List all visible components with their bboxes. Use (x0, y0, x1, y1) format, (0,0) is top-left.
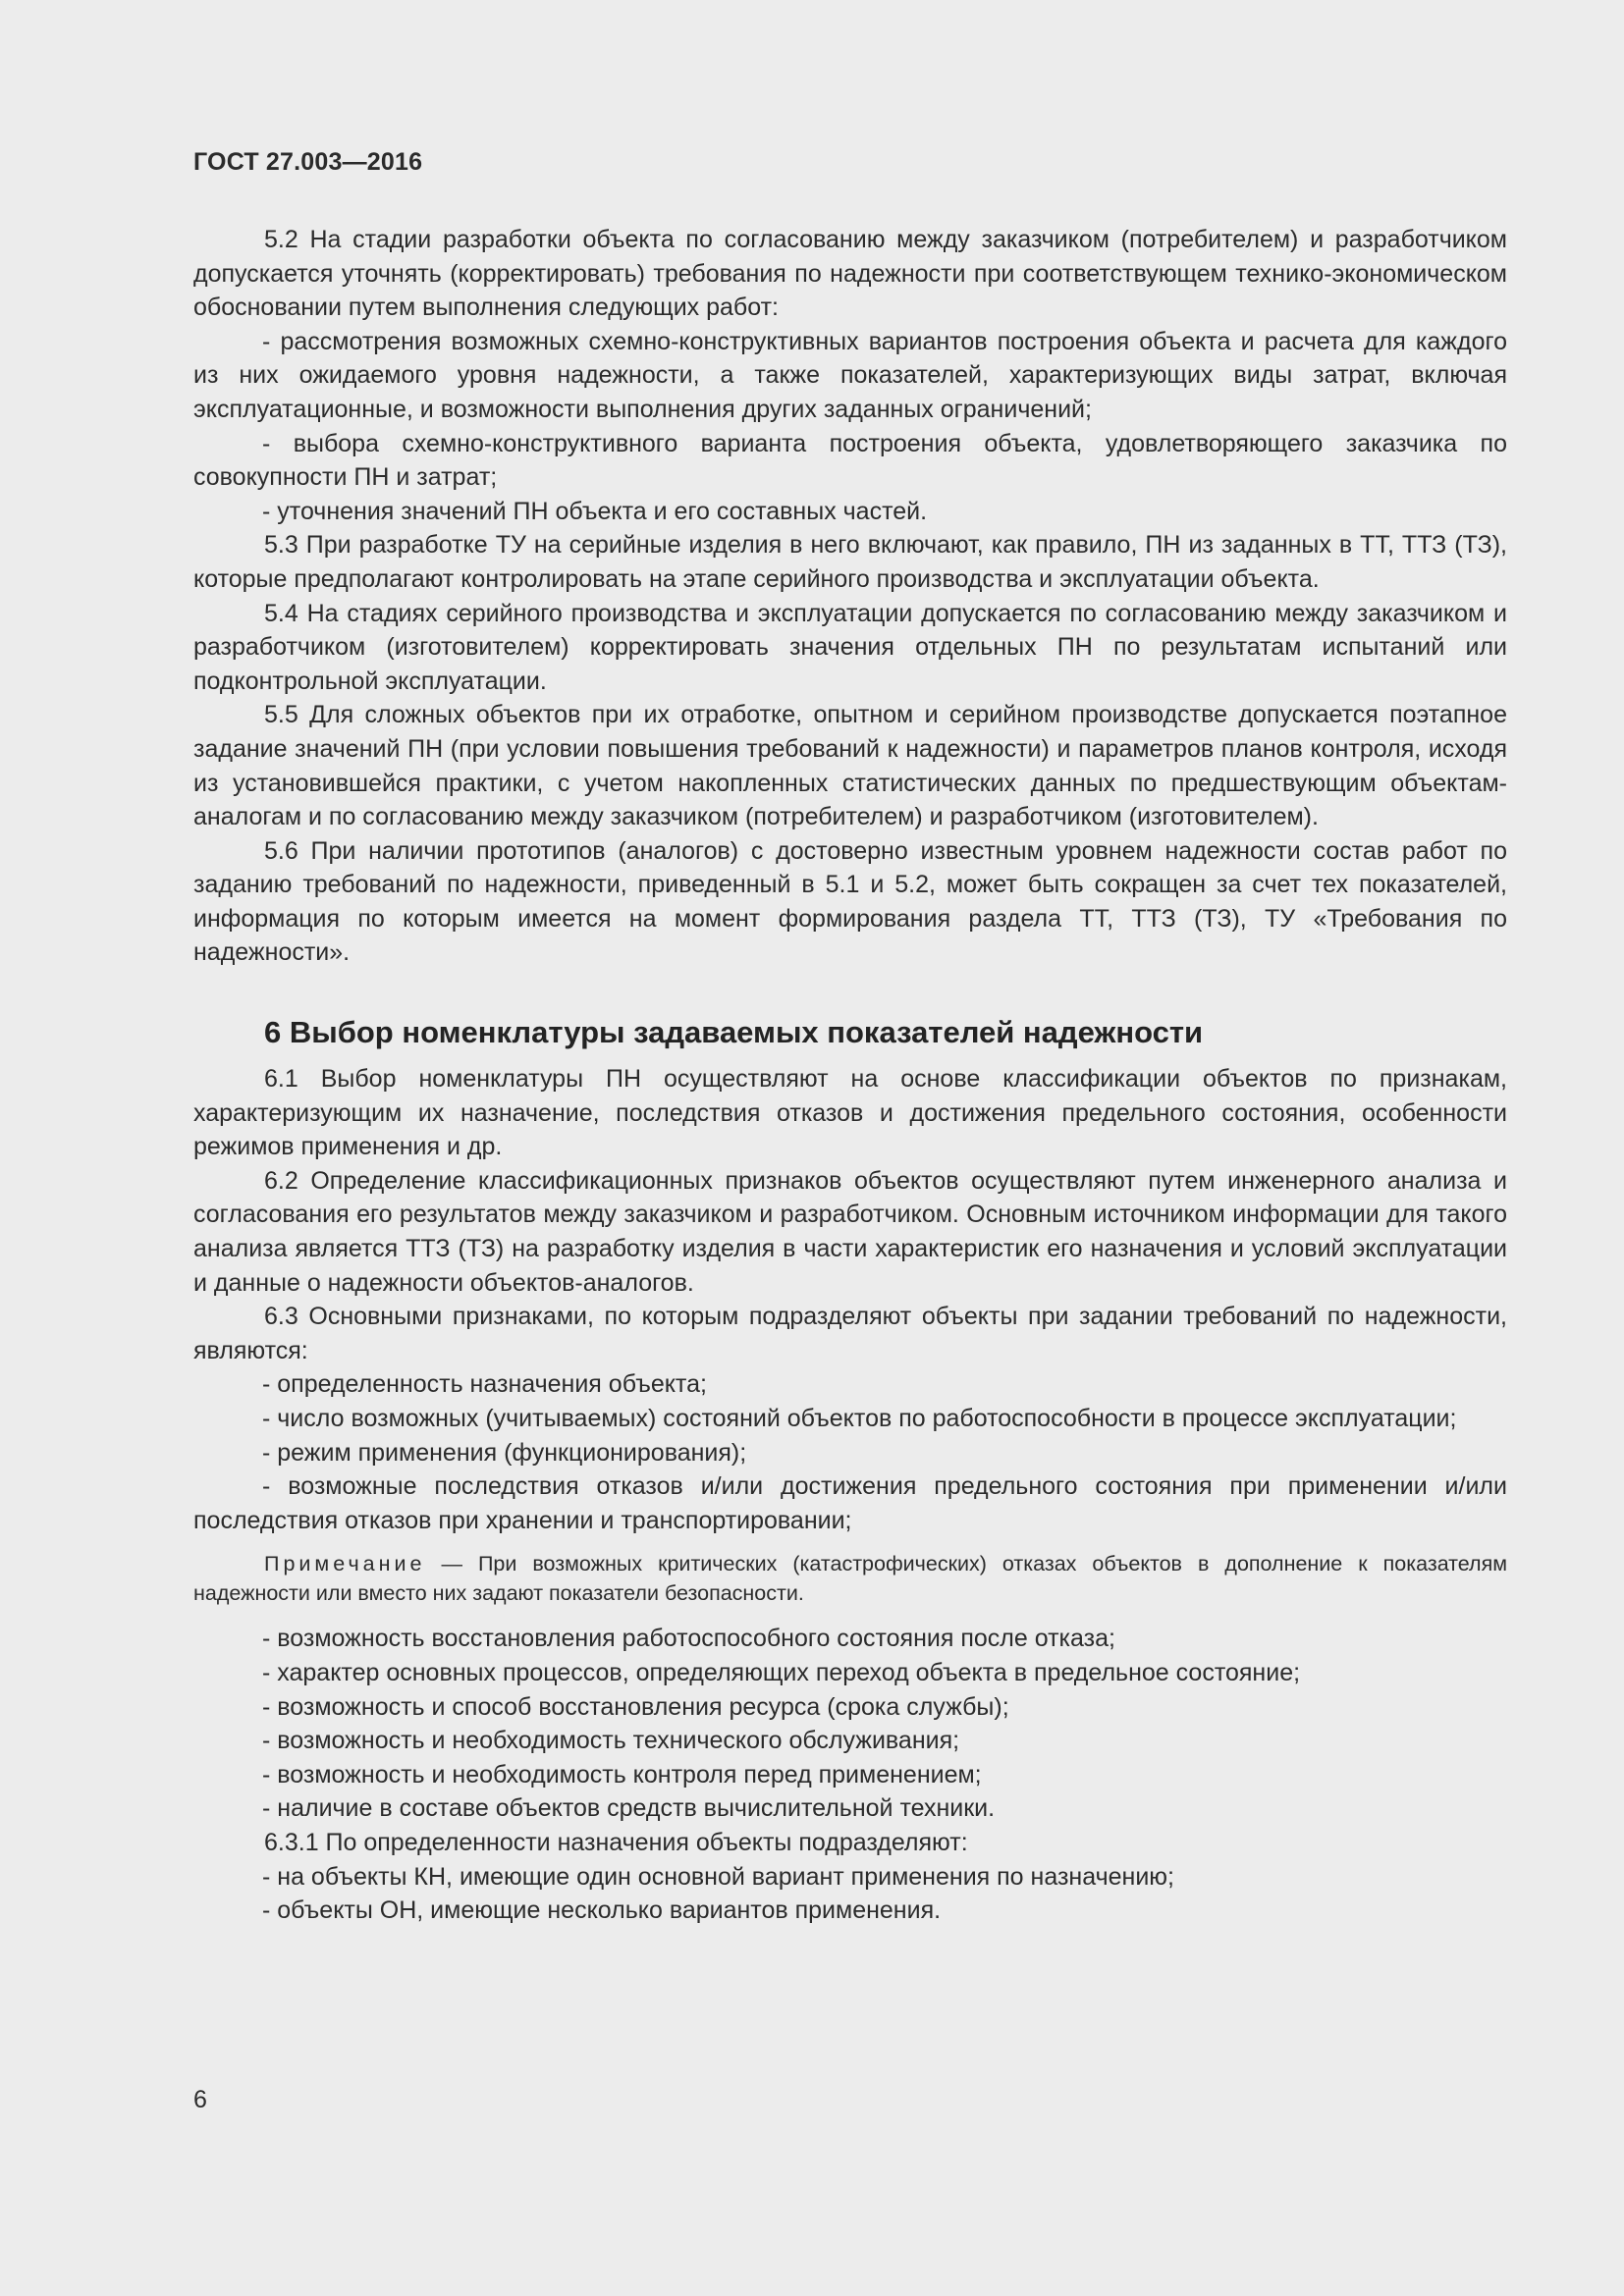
note (193, 1549, 1507, 1608)
list-item: - возможность и способ восстановления ресурса (срока службы); (262, 1692, 1009, 1721)
list-item: - определенность назначения объекта; (262, 1370, 707, 1399)
paragraph-6-1: 6.1 Выбор номенклатуры ПН осуществляют на основе классификации объектов по признакам, характеризующим их назначение, последствия отказов и достижения предельного состояния, особенности режимов применения и др. (193, 1065, 1507, 1161)
list-item: - возможность восстановления работоспособного состояния после отказа; (262, 1625, 1115, 1653)
list-item: - на объекты КН, имеющие один основной вариант применения по назначению; (262, 1862, 1174, 1891)
list-item: - наличие в составе объектов средств вычислительной техники. (262, 1794, 996, 1823)
list-item: - рассмотрения возможных схемно-конструктивных вариантов построения объекта и расчета для каждого из них ожидаемого уровня надежности, а также показателей, характеризующих виды затрат, включая эксплуатационные, и возможности выполнения других заданных ограничений; (193, 327, 1507, 423)
paragraph-6-2: 6.2 Определение классификационных признаков объектов осуществляют путем инженерного анализа и согласования его результатов между заказчиком и разработчиком. Основным источником информации для такого анализа является ТТЗ (ТЗ) на разработку изделия в части характеристик его назначения и условий эксплуатации и данные о надежности объектов-аналогов. (193, 1166, 1507, 1297)
list-item: - число возможных (учитываемых) состояний объектов по работоспособности в процессе эксплуатации; (262, 1405, 1457, 1432)
paragraph-5-6: 5.6 При наличии прототипов (аналогов) с достоверно известным уровнем надежности состав работ по заданию требований по надежности, приведенный в 5.1 и 5.2, может быть сокращен за счет тех показателей, информация по которым имеется на момент формирования раздела ТТ, ТТЗ (ТЗ), ТУ «Требования по надежности». (193, 836, 1507, 967)
list-item: - возможность и необходимость контроля перед применением; (262, 1760, 982, 1789)
list-item: - выбора схемно-конструктивного варианта построения объекта, удовлетворяющего заказчика по совокупности ПН и затрат; (193, 429, 1507, 492)
list-item: - объекты ОН, имеющие несколько вариантов применения. (262, 1896, 942, 1925)
paragraph-6-3-1: 6.3.1 По определенности назначения объекты подразделяют: (264, 1828, 968, 1856)
list-item: - уточнения значений ПН объекта и его составных частей. (262, 497, 928, 525)
list-item: - возможность и необходимость технического обслуживания; (262, 1727, 960, 1755)
section-heading: 6 Выбор номенклатуры задаваемых показателей надежности (264, 1015, 1204, 1050)
list-item: - режим применения (функционирования); (262, 1438, 747, 1467)
page-number: 6 (193, 2086, 207, 2113)
list-item: - характер основных процессов, определяющих переход объекта в предельное состояние; (262, 1658, 1301, 1686)
paragraph-5-4: 5.4 На стадиях серийного производства и эксплуатации допускается по согласованию между заказчиком и разработчиком (изготовителем) корректировать значения отдельных ПН по результатам испытаний или подконтрольной эксплуатации. (193, 599, 1507, 695)
note-label: Примечание (264, 1552, 426, 1576)
paragraph-5-2: 5.2 На стадии разработки объекта по согласованию между заказчиком (потребителем) и разработчиком допускается уточнять (корректировать) требования по надежности при соответствующем технико-экономическом обосновании путем выполнения следующих работ: (193, 226, 1507, 322)
list-item: - возможные последствия отказов и/или достижения предельного состояния при применении и/или последствия отказов при хранении и транспортировании; (193, 1472, 1507, 1534)
paragraph-5-3: 5.3 При разработке ТУ на серийные изделия в него включают, как правило, ПН из заданных в ТТ, ТТЗ (ТЗ), которые предполагают контролировать на этапе серийного производства и эксплуатации объекта. (193, 531, 1507, 593)
paragraph-5-5: 5.5 Для сложных объектов при их отработке, опытном и серийном производстве допускается поэтапное задание значений ПН (при условии повышения требований к надежности) и параметров планов контроля, исходя из установившейся практики, с учетом накопленных статистических данных по предшествующим объектам-аналогам и по согласованию между заказчиком (потребителем) и разработчиком (изготовителем). (193, 701, 1507, 831)
paragraph-6-3: 6.3 Основными признаками, по которым подразделяют объекты при задании требований по надежности, являются: (193, 1303, 1507, 1364)
document-body (193, 223, 1507, 1928)
standard-header: ГОСТ 27.003—2016 (193, 148, 423, 176)
note-text: — При возможных критических (катастрофических) отказах объектов в дополнение к показателям надежности или вместо них задают показатели безопасности. (193, 1552, 1507, 1606)
